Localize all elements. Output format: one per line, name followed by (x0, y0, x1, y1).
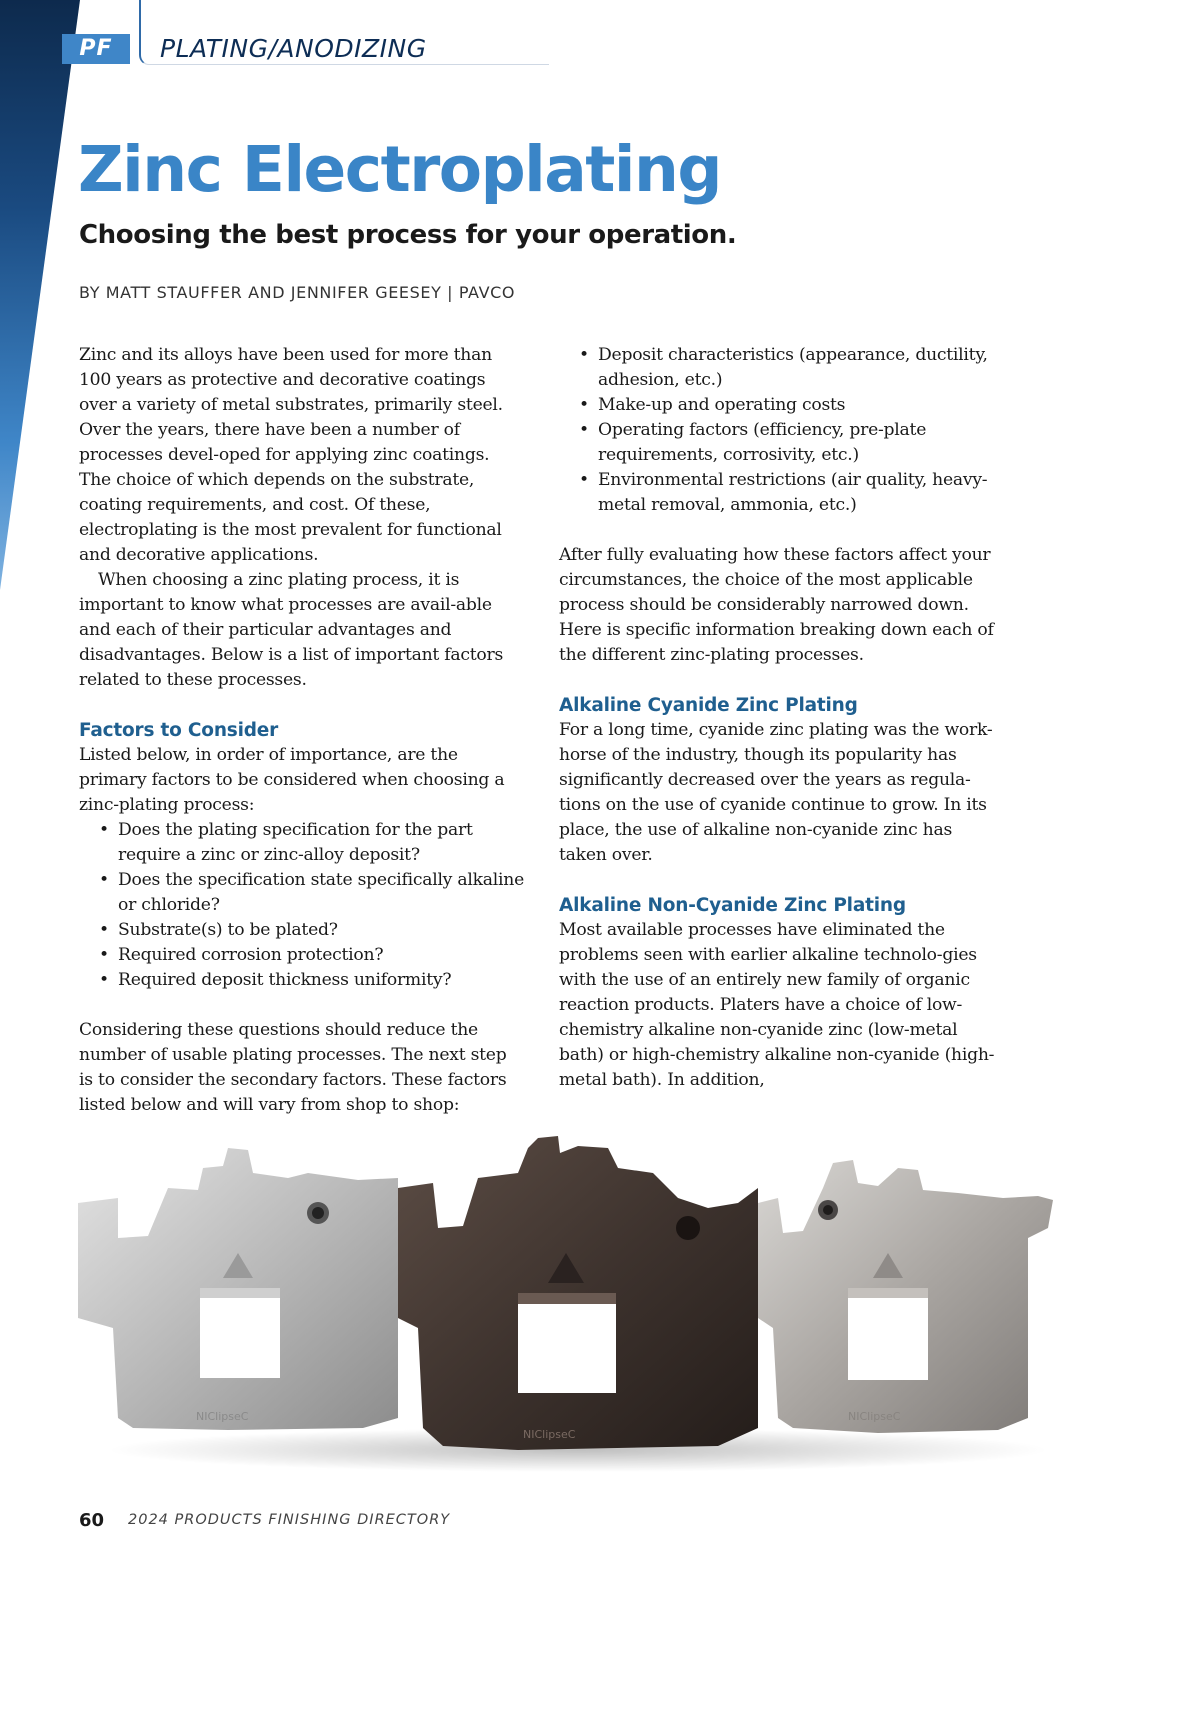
svg-text:NIClipseC: NIClipseC (196, 1410, 249, 1423)
cyanide-heading: Alkaline Cyanide Zinc Plating (559, 695, 858, 716)
noncyanide-heading: Alkaline Non-Cyanide Zinc Plating (559, 895, 906, 916)
closing-paragraph: Considering these questions should reduce the number of usable plating processes. The next step is to consider the secondary factors. These factors listed below and will vary from shop to shop: (79, 1020, 507, 1115)
article-byline: BY MATT STAUFFER AND JENNIFER GEESEY | PAVCO (79, 283, 516, 302)
factors-intro: Listed below, in order of importance, are the primary factors to be considered when choosing a zinc-plating process: (79, 745, 505, 815)
svg-text:NIClipseC: NIClipseC (523, 1428, 576, 1441)
right-column (559, 343, 1004, 1093)
list-item: • Environmental restrictions (air quality, heavy-metal removal, ammonia, etc.) (579, 468, 1004, 518)
list-item: • Make-up and operating costs (579, 393, 1004, 418)
intro-paragraph: Zinc and its alloys have been used for more than 100 years as protective and decorative coatings over a variety of metal substrates, primarily steel. Over the years, there have been a number of processes devel-oped for applying zinc coatings. The choice of which depends on the substrate, coating requirements, and cost. Of these, electroplating is the most prevalent for functional and decorative applications. (79, 345, 503, 565)
factors-heading: Factors to Consider (79, 720, 279, 741)
pf-badge: PF (62, 34, 130, 64)
left-column (79, 343, 524, 1118)
factors-list (79, 818, 524, 993)
caliper-right (758, 1160, 1053, 1433)
list-item: • Required corrosion protection? (99, 943, 524, 968)
list-item: • Substrate(s) to be plated? (99, 918, 524, 943)
list-item: • Required deposit thickness uniformity? (99, 968, 524, 993)
evaluation-paragraph: After fully evaluating how these factors affect your circumstances, the choice of the most applicable process should be considerably narrowed down. Here is specific information breaking down each of the different zinc-plating processes. (559, 545, 994, 665)
article-subtitle: Choosing the best process for your operation. (79, 220, 737, 250)
article-title: Zinc Electroplating (78, 133, 721, 206)
page-number: 60 (79, 1510, 105, 1531)
secondary-factors-list (559, 343, 1004, 518)
section-label: PLATING/ANODIZING (160, 34, 427, 63)
list-item: • Does the specification state specifically alkaline or chloride? (99, 868, 524, 918)
intro-paragraph-2: When choosing a zinc plating process, it is important to know what processes are avail-able and each of their particular advantages and disadvantages. Below is a list of important factors related to these processes. (79, 570, 504, 690)
cyanide-paragraph: For a long time, cyanide zinc plating was the work-horse of the industry, though its popularity has significantly decreased over the years as regula-tions on the use of cyanide continue to grow. In its place, the use of alkaline non-cyanide zinc has taken over. (559, 720, 993, 865)
list-item: • Deposit characteristics (appearance, ductility, adhesion, etc.) (579, 343, 1004, 393)
caliper-left (78, 1148, 398, 1430)
list-item: • Operating factors (efficiency, pre-plate requirements, corrosivity, etc.) (579, 418, 1004, 468)
svg-text:NIClipseC: NIClipseC (848, 1410, 901, 1423)
noncyanide-paragraph: Most available processes have eliminated the problems seen with earlier alkaline technolo-gies with the use of an entirely new family of organic reaction products. Platers have a choice of low-chemistry alkaline non-cyanide zinc (low-metal bath) or high-chemistry alkaline non-cyanide (high-metal bath). In addition, (559, 920, 995, 1090)
publication-name: 2024 PRODUCTS FINISHING DIRECTORY (128, 1512, 451, 1528)
brake-calipers-photo (78, 1128, 1078, 1488)
caliper-middle (398, 1136, 758, 1450)
list-item: • Does the plating specification for the part require a zinc or zinc-alloy deposit? (99, 818, 524, 868)
